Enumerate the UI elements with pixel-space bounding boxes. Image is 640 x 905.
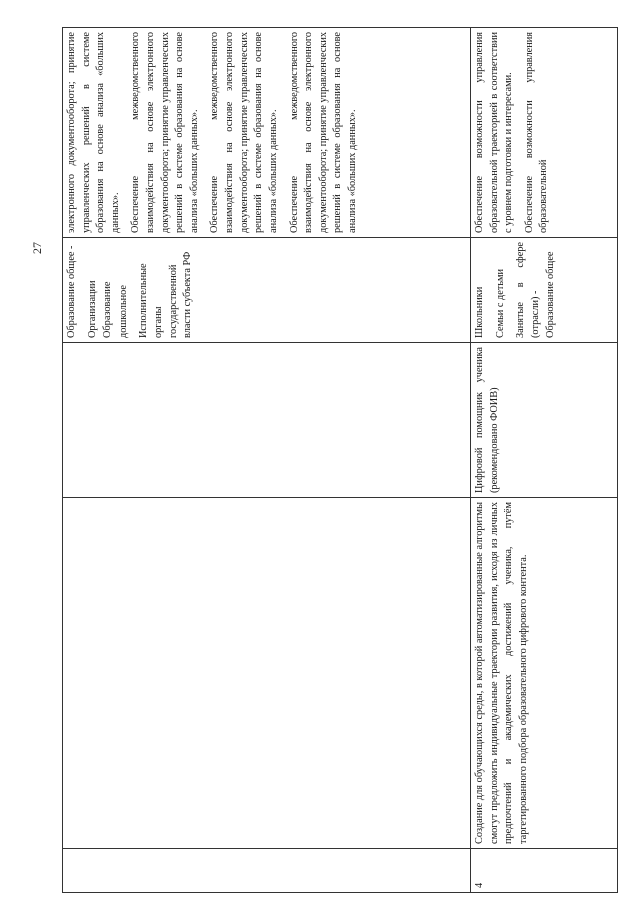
effects-cell [63,28,471,238]
effect-item: Обеспечение возможности управления образовательной траекторией в соответствии с уровнем подготовки и интересами. [474,32,515,233]
page-number: 27 [30,242,44,254]
effect-item: Обеспечение возможности управления образовательной [523,32,550,233]
tool-cell: Цифровой помощник ученика (рекомендовано ФОИВ) [471,343,618,498]
consumer-item: Занятые в сфере (отрасли) - [515,242,541,338]
effect-item: электронного документооборота; принятие управленческих решений в системе образования на основе анализа «больших данных». [66,32,121,233]
consumer-item: Исполнительные органы государственной власти субъекта РФ [138,251,194,338]
effect-item: Обеспечение межведомственного взаимодействия на основе электронного документооборота; принятие управленческих решений в системе образования на основе анализа «больших данных». [209,32,279,233]
consumer-item: Семьи с детьми [494,268,506,338]
consumer-item: Организации [86,280,98,338]
consumers-cell [63,238,471,343]
consumer-item: Образование [102,281,114,338]
consumer-item: дошкольное [117,285,129,338]
tool-cell [63,343,471,498]
row-number-cell: 4 [471,849,618,893]
row-number-cell [63,849,471,893]
consumers-cell [471,238,618,343]
measures-table [62,27,618,893]
rotated-page-content [62,28,617,893]
effects-cell [471,28,618,238]
effect-item: Обеспечение межведомственного взаимодействия на основе электронного документооборота; принятие управленческих решений в системе образования на основе анализа «больших данных». [130,32,200,233]
consumer-item: Образование общее - [66,245,77,338]
description-cell: Создание для обучающихся среды, в которой автоматизированные алгоритмы смогут предложить индивидуальные траектории развития, исходя из личных предпочтений и академических достижений ученика, путём таргетированного подбора образовательного цифрового контента. [471,498,618,849]
effect-item: Обеспечение межведомственного взаимодействия на основе электронного документооборота; принятие управленческих решений в системе образования на основе анализа «больших данных». [288,32,358,233]
table-row [63,28,471,893]
table-row [471,28,618,893]
consumer-item: Школьники [474,286,485,338]
consumer-item: Образование общее [545,251,557,338]
description-cell [63,498,471,849]
